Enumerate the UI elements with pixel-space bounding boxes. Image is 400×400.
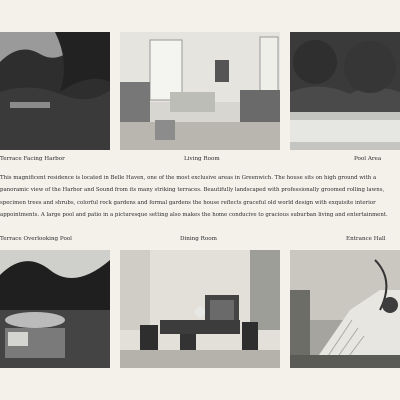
caption-entrance-hall: Entrance Hall xyxy=(346,236,386,242)
photo-terrace-facing-harbor xyxy=(0,32,110,150)
description-line: panoramic view of the Harbor and Sound from its many striking terraces. Beautifully landscaped with professionally groomed rolling lawns, xyxy=(0,187,385,194)
description-line: This magnificent residence is located in Belle Haven, one of the most exclusive areas in Greenwich. The house sits on high ground with a xyxy=(0,175,377,181)
caption-terrace-facing-harbor: Terrace Facing Harbor xyxy=(0,156,65,162)
description-line: appointments. A large pool and patio in a picturesque setting also makes the home conducive to gracious suburban living and entertainment. xyxy=(0,212,388,219)
photo-dining-room xyxy=(120,250,280,368)
photo-terrace-overlooking-pool xyxy=(0,250,110,368)
caption-pool-area: Pool Area xyxy=(354,156,382,162)
description-line: specimen trees and shrubs, colorful rock gardens and formal gardens the house reflects graceful old world design with exquisite interior xyxy=(0,199,376,206)
photo-entrance-hall xyxy=(290,250,400,368)
photo-living-room xyxy=(120,32,280,150)
caption-terrace-overlooking-pool: Terrace Overlooking Pool xyxy=(0,236,72,242)
caption-dining-room: Dining Room xyxy=(180,236,217,242)
property-description xyxy=(0,172,400,222)
caption-living-room: Living Room xyxy=(184,156,220,162)
photo-pool-area xyxy=(290,32,400,150)
